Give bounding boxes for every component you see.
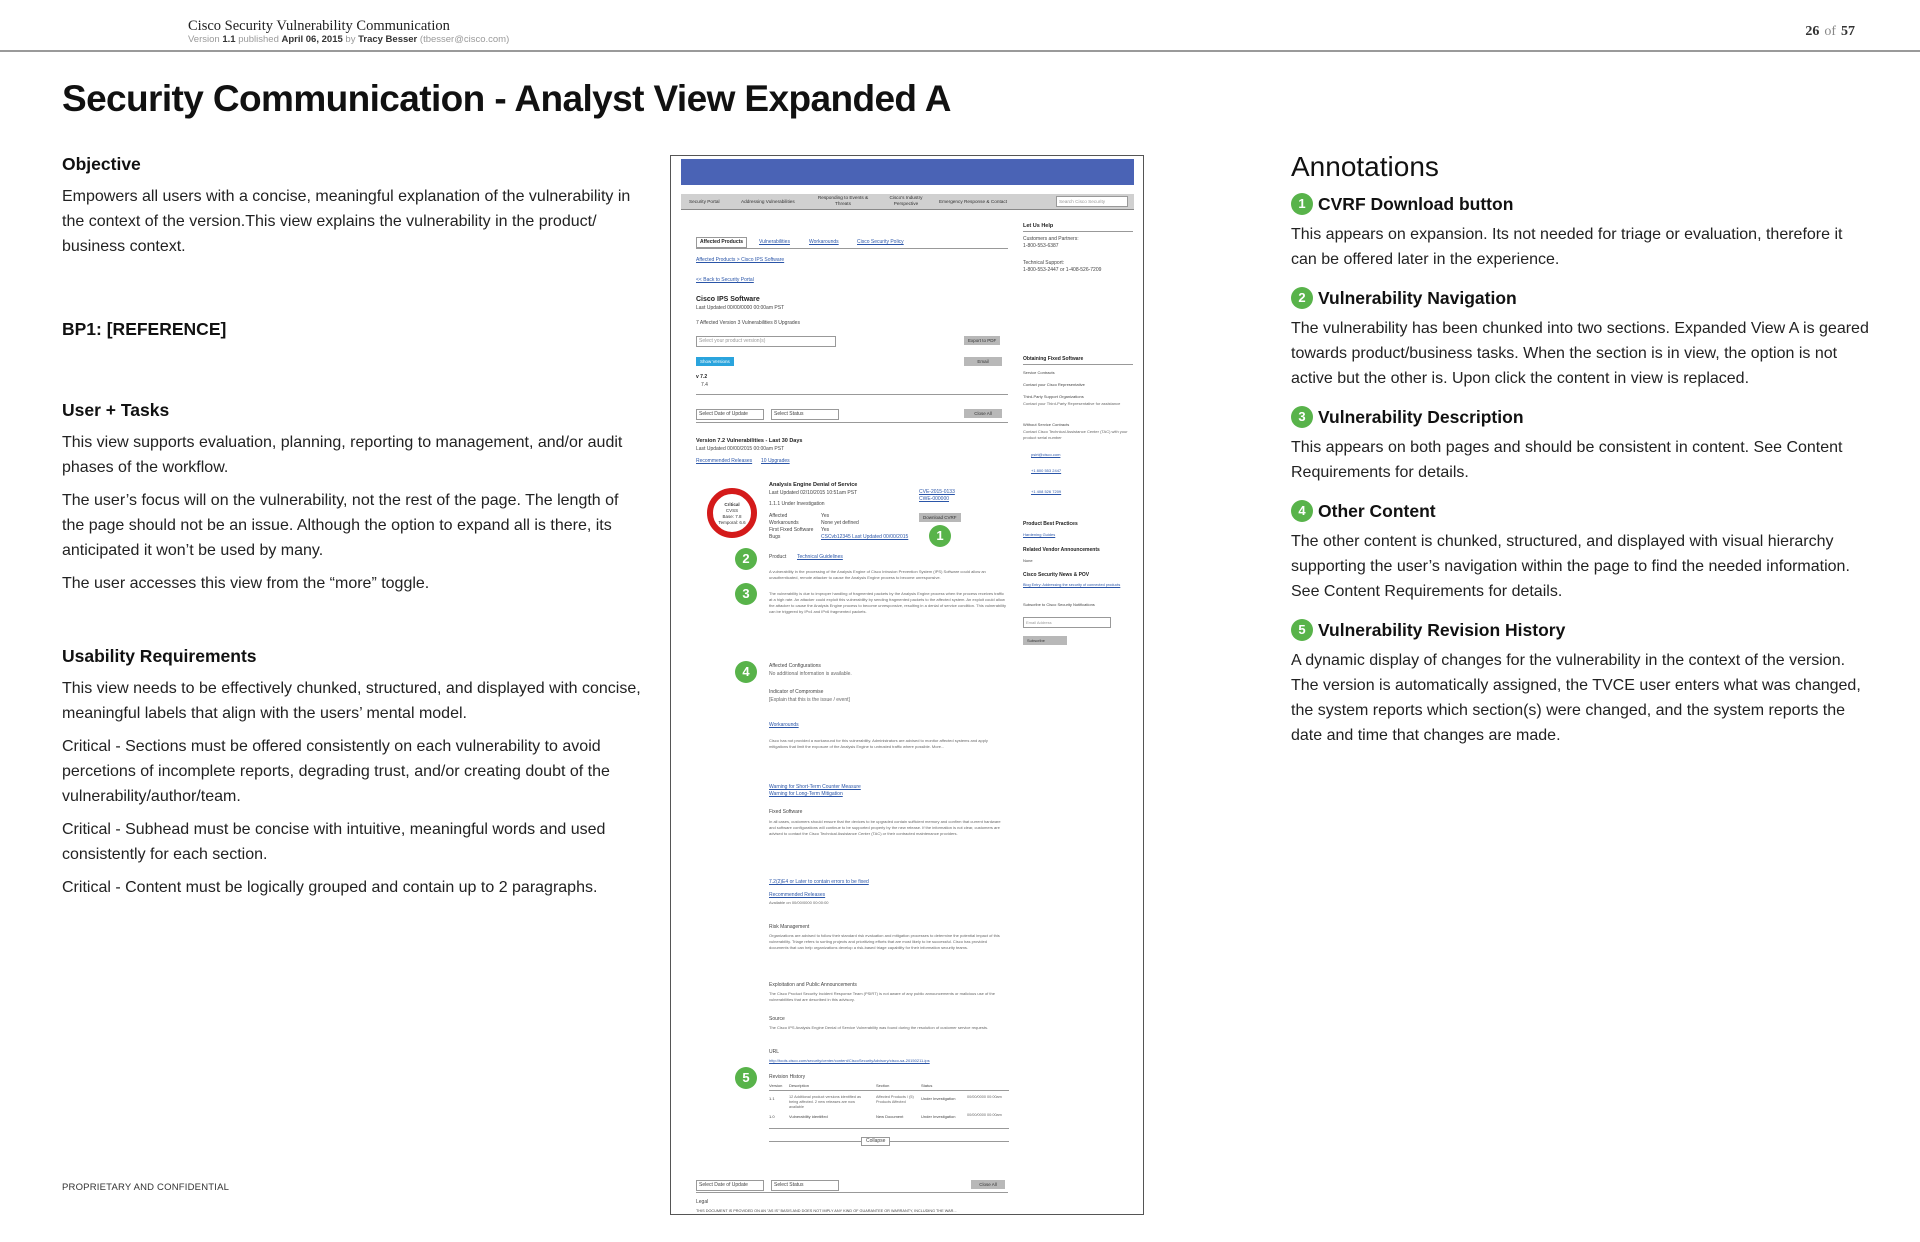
wireframe-fixed-item: Contact Cisco Technical Assistance Center (TAC) with your product serial number [1023, 429, 1128, 440]
wireframe-rev-col: Section [876, 1083, 890, 1088]
wireframe-counts: 7 Affected Version 3 Vulnerabilities 8 Upgrades [696, 320, 800, 326]
wireframe-critical-badge [707, 488, 757, 538]
wireframe-email-tac-link[interactable]: psirt@cisco.com [1031, 452, 1061, 457]
wireframe-first-fixed-label: First Fixed Software [769, 527, 814, 533]
wireframe-affected-value: Yes [821, 513, 830, 519]
annotation-number: 3 [1291, 406, 1313, 428]
page-current: 26 [1805, 24, 1820, 39]
wireframe-rev-cell: Under Investigation [921, 1114, 956, 1119]
wireframe-best-link[interactable]: Hardening Guides [1023, 532, 1056, 537]
wireframe-product-link[interactable]: Technical Guidelines [797, 554, 843, 560]
usability-heading: Usability Requirements [62, 646, 257, 666]
wireframe-rev-col: Version [769, 1083, 783, 1088]
wireframe-risk-mgmt: Risk Management [769, 924, 810, 930]
wireframe-ioc: Indicator of Compromise [769, 689, 824, 695]
wireframe-tab-affected-products[interactable]: Affected Products [696, 237, 747, 248]
wireframe-divider [696, 1192, 1008, 1193]
wireframe-nav-item[interactable]: Responding to Events & Threats [817, 195, 869, 206]
wireframe-product-title: Cisco IPS Software [696, 296, 760, 303]
bp1-section [62, 317, 642, 349]
wireframe-news: Cisco Security News & POV [1023, 572, 1090, 578]
crit-base: Base: 7.8 [722, 514, 742, 519]
wireframe-help-line: Customers and Partners: [1023, 236, 1079, 242]
wireframe-vuln-title[interactable]: Analysis Engine Denial of Service [769, 482, 858, 488]
usability-paragraph: This view needs to be effectively chunked, structured, and displayed with concise, meaningful labels that align with the users’ mental model. [62, 680, 641, 722]
document-header [0, 0, 1920, 52]
wireframe-mitigation-link[interactable]: Warning for Long-Term Mitigation [769, 791, 843, 797]
wireframe-source-para: The Cisco IPS Analysis Engine Denial of Service Vulnerability was found during the resolution of customer service requests. [769, 1025, 989, 1030]
wireframe-source: Source [769, 1016, 785, 1022]
wireframe-email-button[interactable]: Email [964, 357, 1002, 366]
annotation-item [1291, 616, 1871, 748]
wireframe-sort-status-select[interactable]: Select Status [771, 1180, 839, 1191]
wireframe-fixed-software: Fixed Software [769, 809, 803, 815]
annotation-head [1291, 190, 1871, 218]
wireframe-divider [769, 1090, 1009, 1091]
confidential-footer: PROPRIETARY AND CONFIDENTIAL [62, 1182, 230, 1193]
wireframe-rev-history: Revision History [769, 1074, 806, 1080]
wireframe-tab-underline [696, 248, 1008, 249]
wireframe-phone-link[interactable]: +1 408 526 7209 [1031, 489, 1062, 494]
wireframe-affected-label: Affected [769, 513, 788, 519]
wireframe-fixed-item: Without Service Contracts [1023, 422, 1070, 427]
usability-paragraph: Critical - Subhead must be concise with intuitive, meaningful words and used consistently for each section. [62, 821, 606, 863]
annotation-item [1291, 403, 1871, 485]
annotation-body: This appears on both pages and should be consistent in content. See Content Requirements for details. [1291, 439, 1843, 481]
wireframe-fixed-item: Service Contracts [1023, 370, 1055, 375]
wireframe-fixed-item: Contact your Third-Party Representative for assistance [1023, 401, 1121, 406]
wireframe-rev-cell: 00/00/0000 00:00am [967, 1113, 1002, 1117]
wireframe-best-practices: Product Best Practices [1023, 521, 1078, 527]
annotation-body: The vulnerability has been chunked into two sections. Expanded View A is geared towards product/business tasks. When the section is in view, the option is not active but the other is. Upon click the content in view is replaced. [1291, 320, 1869, 387]
wireframe-rev-cell: Under Investigation [921, 1096, 956, 1101]
wireframe-affected-configs: Affected Configurations [769, 663, 821, 669]
usability-section [62, 644, 642, 908]
usability-paragraph: Critical - Sections must be offered consistently on each vulnerability to avoid percetions of incomplete reports, degrading trust, and/or creating doubt of the vulnerability/author/team. [62, 738, 610, 805]
wireframe-news-link[interactable]: Blog Entry: Addressing the security of connected products [1023, 583, 1121, 587]
wireframe-exploit-para: The Cisco Product Security Incident Response Team (PSIRT) is not aware of any public announcements or malicious use of the vulnerabilities that are described in this advisory. [769, 991, 995, 1002]
wireframe-fixed-available: Available on 00/00/0000 00:00:00 [769, 900, 829, 905]
wireframe-fixed-item: Third-Party Support Organizations [1023, 394, 1084, 399]
wireframe-cve-link[interactable]: CVE-2015-0133 [919, 489, 955, 495]
meta-by-label: by [345, 34, 356, 45]
annotation-number: 2 [1291, 287, 1313, 309]
wireframe-exploit: Exploitation and Public Announcements [769, 982, 857, 988]
wireframe-nav-item[interactable]: Cisco's Industry Perspective [889, 195, 923, 206]
annotation-head [1291, 616, 1871, 644]
annotation-title: CVRF Download button [1318, 193, 1514, 214]
document-meta [188, 34, 509, 45]
annotation-title: Other Content [1318, 500, 1436, 521]
user-tasks-paragraph: The user accesses this view from the “more” toggle. [62, 575, 430, 592]
objective-heading: Objective [62, 154, 141, 174]
wireframe-url-label: URL [769, 1049, 780, 1055]
wireframe-desc-para2: The vulnerability is due to improper handling of fragmented packets by the Analysis Engine process when the process receives traffic at a high rate. An attacker could exploit this vulnerability by sending fragmented packets to the affected system. An exploit could allow the attacker to cause the Analysis Engine process to become unresponsive, resulting in a denial of service condition. This vulnerability can be triggered by IPv4 and IPv6 fragmented packets. [769, 591, 1006, 614]
meta-email: (tbesser@cisco.com) [419, 34, 510, 45]
wireframe-phone-link[interactable]: +1 800 553 2447 [1031, 468, 1062, 473]
page-total: 57 [1841, 24, 1855, 39]
wireframe-vuln-heading: Version 7.2 Vulnerabilities - Last 30 Days [696, 438, 803, 444]
wireframe-back-link[interactable]: << Back to Security Portal [696, 277, 754, 283]
wireframe-divider [769, 1128, 1009, 1129]
wireframe-upgrades-link[interactable]: 10 Upgrades [761, 458, 790, 464]
wireframe-top-banner [681, 159, 1134, 185]
wireframe-product-label: Product [769, 554, 787, 560]
wireframe-breadcrumb[interactable]: Affected Products > Cisco IPS Software [696, 257, 785, 263]
crit-cvss: CVSS [725, 508, 739, 513]
annotation-body: The other content is chunked, structured, and displayed with visual hierarchy supporting the user’s navigation within the page to find the needed information. See Content Requirements for details. [1291, 533, 1850, 600]
wireframe-rev-cell: 1.0 [769, 1114, 775, 1119]
wireframe-rev-col: Status [921, 1083, 933, 1088]
crit-label: Critical [724, 502, 740, 507]
wireframe-affected-configs-val: No additional information is available. [769, 671, 852, 677]
wireframe-url-link[interactable]: http://tools.cisco.com/security/center/content/CiscoSecurityAdvisory/cisco-sa-20150211-ips [769, 1058, 930, 1063]
wireframe-fixed-link[interactable]: 7.2(2)E4 or Later to contain errors to be fixed [769, 879, 869, 885]
wireframe-legal-para: THIS DOCUMENT IS PROVIDED ON AN "AS IS" BASIS AND DOES NOT IMPLY ANY KIND OF GUARANTEE OR WARRANTY, INCLUDING THE WAR... [696, 1209, 957, 1213]
annotation-item [1291, 497, 1871, 604]
annotation-head [1291, 497, 1871, 525]
annotation-item [1291, 284, 1871, 391]
annotation-item [1291, 190, 1871, 272]
wireframe-rev-cell: New Document [876, 1114, 904, 1119]
wireframe-help-heading: Let Us Help [1023, 223, 1054, 229]
wireframe-desc-para: A vulnerability in the processing of the Analysis Engine of Cisco Intrusion Prevention System (IPS) Software could allow an unauthenticated, remote attacker to cause the Analysis Engine process to become unresponsive. [769, 569, 986, 580]
page-of-label: of [1824, 24, 1836, 39]
wireframe-rev-cell: 1.1 [769, 1096, 775, 1101]
marker-4: 4 [735, 661, 757, 683]
wireframe-nav-item[interactable]: Emergency Response & Contact [939, 199, 1008, 204]
annotation-title: Vulnerability Description [1318, 406, 1524, 427]
wireframe-nav-bar [681, 194, 1134, 210]
wireframe-subscribe-heading: Subscribe to Cisco Security Notifications [1023, 602, 1095, 607]
wireframe-cwe-link[interactable]: CWE-000000 [919, 496, 950, 502]
wireframe-close-all-button[interactable]: Close All [964, 409, 1002, 418]
wireframe-version-a[interactable]: v 7.2 [696, 374, 708, 380]
meta-version: 1.1 [222, 34, 236, 45]
wireframe-export-pdf-button[interactable]: Export to PDF [964, 336, 1000, 345]
wireframe-collapse-button[interactable]: Collapse [861, 1137, 890, 1146]
wireframe-show-versions-button[interactable]: Show Versions [696, 357, 734, 366]
wireframe-rev-cell: Affected Products / (5) Products Affected [876, 1095, 914, 1104]
annotation-number: 5 [1291, 619, 1313, 641]
annotation-number: 1 [1291, 193, 1313, 215]
wireframe-tab-vulnerabilities[interactable]: Vulnerabilities [759, 239, 790, 245]
wireframe-download-cvrf-button[interactable]: Download CVRF [919, 513, 961, 522]
wireframe-workarounds-value: None yet defined [821, 520, 859, 526]
annotation-head [1291, 403, 1871, 431]
wireframe-workarounds-label: Workarounds [769, 520, 799, 526]
wireframe-fixed-link[interactable]: Recommended Releases [769, 892, 826, 898]
wireframe-ioc-val: [Explain that this is the issue / event] [769, 697, 850, 703]
wireframe-rev-cell: Vulnerability identified [789, 1114, 828, 1119]
marker-5: 5 [735, 1067, 757, 1089]
objective-body: Empowers all users with a concise, meaningful explanation of the vulnerability in the context of the version.This view explains the vulnerability in the product/ business context. [62, 188, 631, 255]
wireframe-rev-col: Description [789, 1083, 810, 1088]
meta-published-label: published [238, 34, 279, 45]
wireframe-workarounds-para: Cisco has not provided a workaround for this vulnerability. Administrators are advised to monitor affected systems and apply mitigations that limit the exposure of the Analysis Engine to untrusted traffic where possible. More... [769, 738, 988, 749]
marker-1: 1 [929, 525, 951, 547]
marker-2: 2 [735, 548, 757, 570]
annotation-title: Vulnerability Navigation [1318, 287, 1517, 308]
wireframe-sort-status-select[interactable]: Select Status [771, 409, 839, 420]
wireframe-close-all-button[interactable]: Close All [971, 1180, 1005, 1189]
annotation-head [1291, 284, 1871, 312]
annotations-heading: Annotations [1291, 151, 1439, 182]
annotation-body: This appears on expansion. Its not needed for triage or evaluation, therefore it can be offered later in the experience. [1291, 226, 1843, 268]
user-tasks-heading: User + Tasks [62, 400, 170, 420]
crit-temporal: Temporal: 6.6 [718, 520, 746, 525]
wireframe-fixed-item: Contact your Cisco Representative [1023, 382, 1085, 387]
wireframe-divider [1023, 364, 1133, 365]
wireframe-mockup [670, 155, 1144, 1215]
usability-paragraph: Critical - Content must be logically grouped and contain up to 2 paragraphs. [62, 879, 598, 896]
meta-version-label: Version [188, 34, 220, 45]
wireframe-vendor: Related Vendor Announcements [1023, 547, 1100, 553]
page-title: Security Communication - Analyst View Expanded A [62, 78, 951, 119]
wireframe-vuln-updated: Last Updated 00/00/2015 00:00am PST [696, 446, 785, 452]
wireframe-vuln-updated2: Last Updated 02/10/2015 10:51am PST [769, 490, 858, 496]
wireframe-workarounds-link[interactable]: Workarounds [769, 722, 799, 728]
wireframe-mitigation-link[interactable]: Warning for Short-Term Counter Measure [769, 784, 861, 790]
meta-date: April 06, 2015 [281, 34, 343, 45]
wireframe-rev-cell: 12 Additional product versions identified as being affected. 2 new releases are now available [789, 1095, 861, 1109]
wireframe-subscribe-button[interactable]: Subscribe [1023, 636, 1067, 645]
wireframe-risk-para: Organizations are advised to follow their standard risk evaluation and mitigation processes to determine the potential impact of this vulnerability. Triage refers to sorting projects and prioritizing efforts that are most likely to be successful. Cisco has provided documents that can help organizations develop a risk-based triage capability for their information security teams. [769, 933, 1000, 950]
user-tasks-paragraph: This view supports evaluation, planning, reporting to management, and/or audit phases of the workflow. [62, 434, 623, 476]
wireframe-rev-cell: 00/00/0000 00:00am [967, 1095, 1002, 1099]
wireframe-tab-workarounds[interactable]: Workarounds [809, 239, 839, 245]
annotation-number: 4 [1291, 500, 1313, 522]
wireframe-sort-date-select[interactable]: Select Date of Update [696, 409, 764, 420]
wireframe-version-b[interactable]: 7.4 [701, 382, 708, 388]
wireframe-divider [1023, 231, 1133, 232]
wireframe-divider [696, 394, 1008, 395]
wireframe-fixed-heading: Obtaining Fixed Software [1023, 356, 1084, 362]
wireframe-help-line: 1-800-553-2447 or 1-408-526-7209 [1023, 267, 1102, 273]
wireframe-nav-item[interactable]: Security Portal [689, 199, 720, 204]
wireframe-vuln-status: 1.1.1 Under Investigation [769, 501, 825, 507]
wireframe-bugs-label: Bugs [769, 534, 781, 540]
wireframe-help-line: 1-800-553-6387 [1023, 243, 1059, 249]
wireframe-tab-security-policy[interactable]: Cisco Security Policy [857, 239, 904, 245]
wireframe-email-input[interactable]: Email Address [1023, 617, 1111, 628]
wireframe-version-select[interactable]: Select your product version(s) [696, 336, 836, 347]
wireframe-search-input[interactable]: Search Cisco Security [1056, 196, 1128, 207]
wireframe-bugs-link[interactable]: CSCvb12345 Last Updated 00/00/2015 [821, 534, 909, 540]
marker-3: 3 [735, 583, 757, 605]
wireframe-nav-item[interactable]: Addressing Vulnerabilities [741, 199, 795, 204]
annotations-panel [1291, 150, 1871, 760]
wireframe-recommended-link[interactable]: Recommended Releases [696, 458, 753, 464]
wireframe-last-updated: Last Updated 00/00/0000 00:00am PST [696, 305, 785, 311]
page-number [1805, 24, 1855, 40]
document-title: Cisco Security Vulnerability Communication [188, 18, 450, 34]
bp1-heading: BP1: [REFERENCE] [62, 319, 227, 339]
wireframe-fixed-para: In all cases, customers should ensure that the devices to be upgraded contain sufficient memory and confirm that current hardware and software configurations will continue to be supported properly by the new release. If the information is not clear, customers are advised to contact the Cisco Technical Assistance Center (TAC) or their contracted maintenance providers. [769, 819, 1001, 836]
user-tasks-paragraph: The user’s focus will on the vulnerability, not the rest of the page. The length of the page should not be an issue. Although the option to expand all is there, its anticipated it won’t be used by many. [62, 492, 619, 559]
annotation-title: Vulnerability Revision History [1318, 619, 1566, 640]
wireframe-sort-date-select[interactable]: Select Date of Update [696, 1180, 764, 1191]
annotation-body: A dynamic display of changes for the vulnerability in the context of the version. The version is automatically assigned, the TVCE user enters what was changed, the system reports which section(s) were changed, and the system reports the date and time that changes are made. [1291, 652, 1861, 744]
wireframe-divider [696, 422, 1008, 423]
wireframe-vendor-val: None [1023, 558, 1033, 563]
user-tasks-section [62, 398, 642, 604]
meta-author: Tracy Besser [358, 34, 418, 45]
objective-section [62, 152, 642, 267]
wireframe-legal: Legal [696, 1199, 709, 1205]
wireframe-first-fixed-value: Yes [821, 527, 830, 533]
wireframe-help-line: Technical Support: [1023, 260, 1065, 266]
